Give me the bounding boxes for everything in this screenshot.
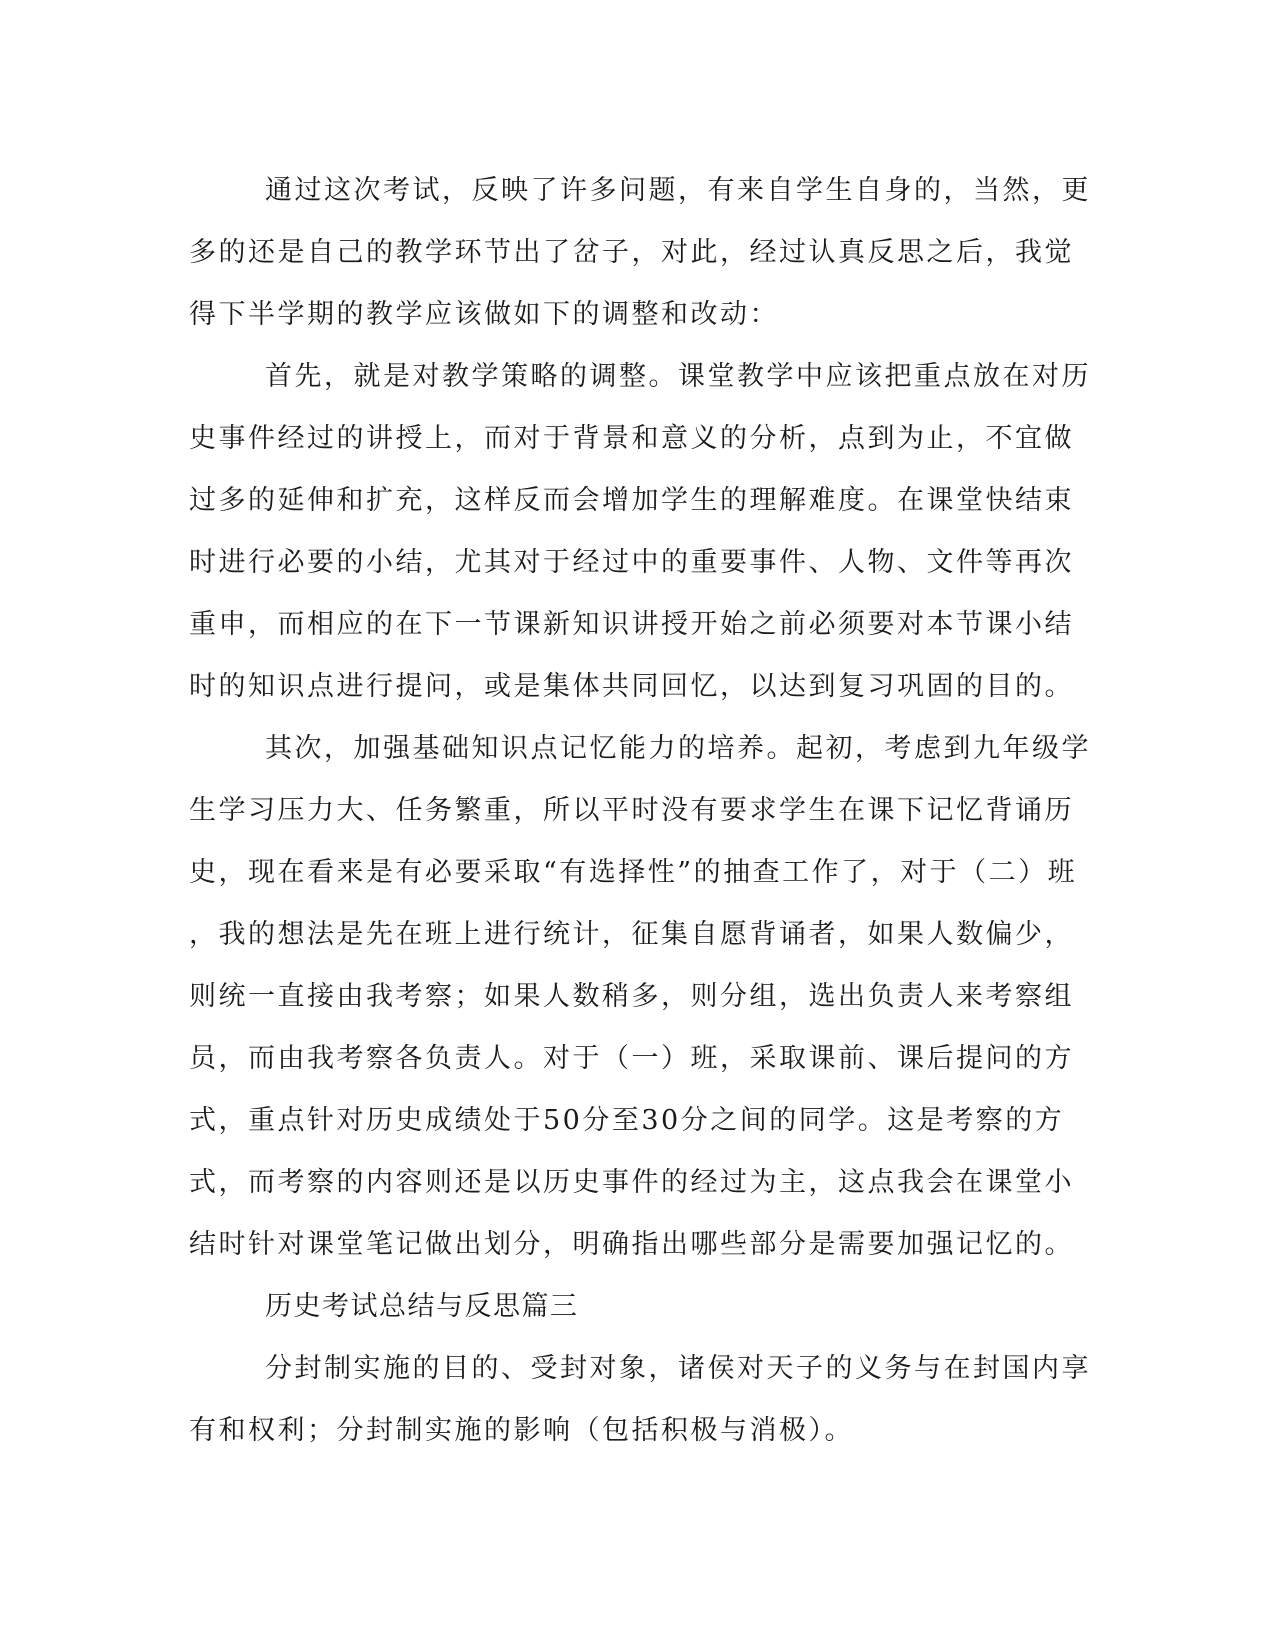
text-line: 时的知识点进行提问，或是集体共同回忆，以达到复习巩固的目的。 [189,671,1074,702]
text-line: 重申，而相应的在下一节课新知识讲授开始之前必须要对本节课小结 [189,609,1074,640]
text-line: 史事件经过的讲授上，而对于背景和意义的分析，点到为止，不宜做 [189,423,1074,454]
paragraph-strategy-adjustment [189,346,1089,718]
text-line: 史，现在看来是有必要采取“有选择性”的抽查工作了，对于（二）班 [189,857,1078,888]
text-line: 过多的延伸和扩充，这样反而会增加学生的理解难度。在课堂快结束 [189,485,1074,516]
section-heading [189,1276,1089,1338]
text-line: ，我的想法是先在班上进行统计，征集自愿背诵者，如果人数偏少， [189,919,1074,950]
paragraph-reflection-intro [189,160,1089,346]
text-line: 时进行必要的小结，尤其对于经过中的重要事件、人物、文件等再次 [189,547,1074,578]
text-line: 员，而由我考察各负责人。对于（一）班，采取课前、课后提问的方 [189,1043,1074,1074]
text-line: 则统一直接由我考察；如果人数稍多，则分组，选出负责人来考察组 [189,981,1074,1012]
text-line: 其次，加强基础知识点记忆能力的培养。起初，考虑到九年级学 [265,733,1091,764]
paragraph-memory-training [189,718,1089,1276]
text-line: 分封制实施的目的、受封对象，诸侯对天子的义务与在封国内享 [265,1353,1091,1384]
text-line: 式，重点针对历史成绩处于50分至30分之间的同学。这是考察的方 [189,1105,1065,1136]
document-body [189,160,1089,1462]
text-line: 结时针对课堂笔记做出划分，明确指出哪些部分是需要加强记忆的。 [189,1229,1074,1260]
paragraph-fengjian-system [189,1338,1089,1462]
text-line: 得下半学期的教学应该做如下的调整和改动： [189,299,779,330]
text-line: 首先，就是对教学策略的调整。课堂教学中应该把重点放在对历 [265,361,1091,392]
text-line: 有和权利；分封制实施的影响（包括积极与消极）。 [189,1415,854,1446]
section-title: 历史考试总结与反思篇三 [265,1291,579,1322]
text-line: 式，而考察的内容则还是以历史事件的经过为主，这点我会在课堂小 [189,1167,1074,1198]
text-line: 生学习压力大、任务繁重，所以平时没有要求学生在课下记忆背诵历 [189,795,1074,826]
text-line: 通过这次考试，反映了许多问题，有来自学生自身的，当然，更 [265,175,1091,206]
text-line: 多的还是自己的教学环节出了岔子，对此，经过认真反思之后，我觉 [189,237,1074,268]
